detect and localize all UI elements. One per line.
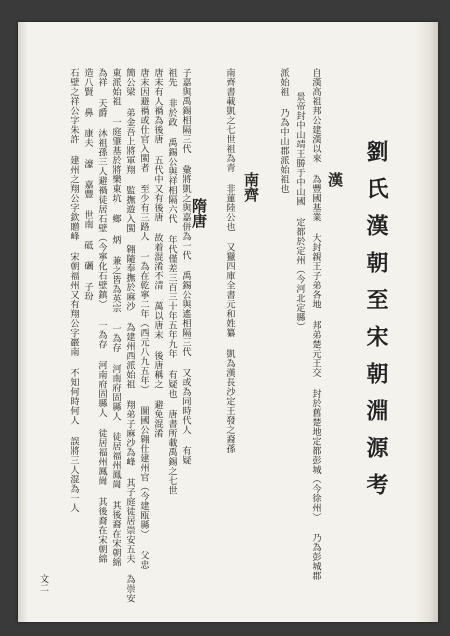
text-column-4: 南齊書載凱之七世祖為青 非蓮陸公也 又獵四庫全書元和姓纂 凱為漢長沙定王發之裔孫 [224,68,235,454]
text-column-8: 唐末因避禍或仕官入閩者 至少有三路人 一為在乾寧二年（西元八九五年） 圖國公翱仕建州官（今建瓯縣） 父忠 [138,68,149,570]
text-column-2: 景帝封中山靖王勝于中山國 定都於定州（今河北定縣） [294,92,305,332]
text-column-10: 東派始祖 一庭肇基於將樂東坑 鄉 炳 兼之皆為英宗 一為存 河南府固縣人 徒居福州鳳崗 其後裔在宋朝綿 [110,68,121,567]
text-column-9: 簡公梁 弟金吾上將軍翔 監撫遊入閩 翱隨奉撫於麻沙 為建州西派始祖 翔弟子麻沙為峰 其子庭徒居崇安五夫 為崇安 [124,68,135,604]
text-column-5: 子嘉與禹錫相隔三代 彙將凱之與嘉併為一代 禹錫公與遙相隔三代 又或為同時代人 有疑 [180,68,191,465]
page-number: 文二 [38,574,48,592]
page-right-edge [416,22,438,622]
text-column-1: 自漢高祖邦公建漢以來 為豐國基業 大封親王子弟各地 邦弟楚元王交 封於舊楚地定都彭城（今徐州） 乃為彭城郡 [310,68,321,581]
text-column-11: 為祥 天爵 沐祖孫三人避禍徒居石壁（今寧化石壁鎮） 一為存 河南府固縣人 徒居福州鳳崗 其後裔在宋朝綿 [96,68,107,564]
text-column-3: 派始祖 乃為中山郡派始祖也 [278,68,289,194]
document-page [18,22,438,622]
text-column-13: 石壁之祥公字朱許 建州之翔公字欽贈峰 宋朝福州又有翔公字巖南 不知何時何人 誤將三人混為一人 [68,68,79,513]
page-title: 劉氏漢朝至宋朝淵源考 [363,140,389,510]
text-column-12: 造八賢 鼻 康夫 濠 嘉豐 世南 砥 礪 子玢 [82,68,93,301]
text-column-7: 唐末有人禍為後唐 五代中又有後唐 故着混淆不清 萬以唐末 後唐稱之 避免混淆 [152,68,163,438]
text-column-6: 祖先 非於政 禹錫公與祥相隔六代 年代僅差三百三十年五年九年 有疑也 唐書所載禹錫之七世 [166,68,177,495]
section-heading-suitang: 隋唐 [190,198,208,228]
page-left-edge [18,22,28,622]
section-heading-han: 漢 [326,172,344,187]
section-heading-nanqi: 南齊 [242,172,260,202]
